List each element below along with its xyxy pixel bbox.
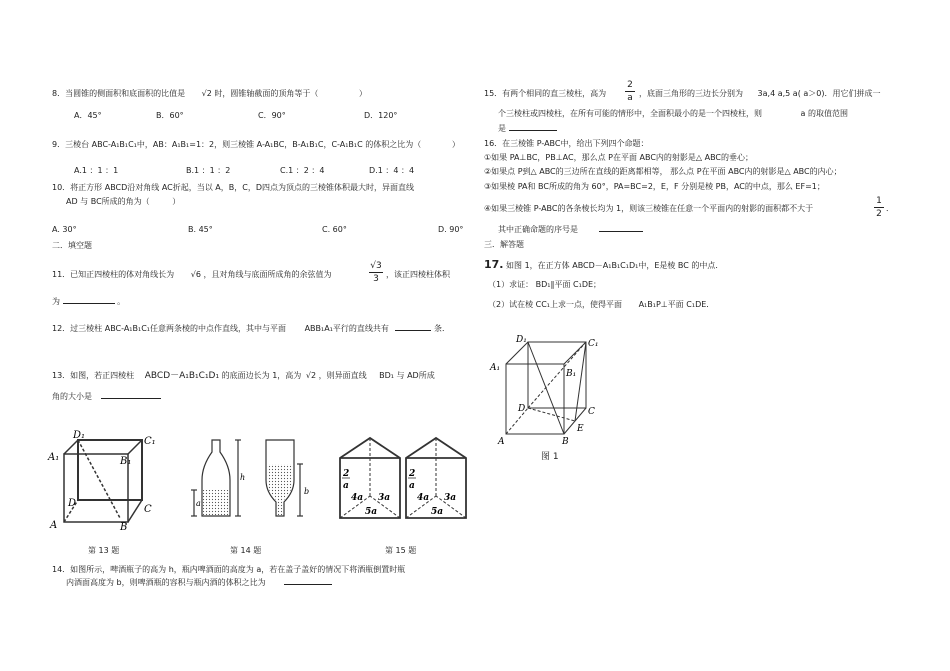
fig13-label-a: A <box>50 520 58 531</box>
q8-text-a: 8．当圆锥的侧面积和底面积的比值是 <box>52 89 186 98</box>
q16-proposition-2: ②如果点 P到△ ABC的三边所在直线的距离都相等， 那么点 P在平面 ABC内的射影是△ ABC的内心； <box>484 167 842 176</box>
q11-text-c: ，该正四棱柱体积 <box>386 270 450 279</box>
q13-sqrt: √2 <box>305 371 317 380</box>
q8-option-a: A．45° <box>74 111 102 120</box>
fig1-label-a: A <box>498 437 505 447</box>
fig1-label-a1: A₁ <box>490 363 501 373</box>
q13-text-c: ，则异面直线 <box>318 371 367 380</box>
q8-option-c: C．90° <box>258 111 286 120</box>
q10-option-d: D. 90° <box>438 225 464 234</box>
q17-sub2 <box>488 300 714 310</box>
q13-stem <box>52 371 435 381</box>
q16-p4-end: ． <box>886 204 894 213</box>
q15-text-b: ，底面三角形的三边长分别为 <box>639 89 743 98</box>
q11-line2 <box>52 297 125 307</box>
q12-end: 条． <box>434 324 450 333</box>
figure-13-prism <box>48 430 158 533</box>
q17-stem <box>484 260 723 271</box>
q16-proposition-3: ③如果棱 PA和 BC所成的角为 60°，PA=BC=2，E，F 分别是棱 PB，AC的中点，那么 EF=1； <box>484 182 825 191</box>
q9-option-d: D.1 ：4 ：4 <box>369 166 415 175</box>
q13-answer-blank[interactable] <box>101 398 161 399</box>
fig13-label-c1: C₁ <box>144 436 156 447</box>
q10-line2 <box>66 197 180 207</box>
fig1-label-e: E <box>577 424 584 434</box>
q9-close: ） <box>451 140 460 149</box>
fig15-right-side-4a: 4a <box>417 493 430 503</box>
q15-answer-blank[interactable] <box>509 130 557 131</box>
q13-text-b: 的底面边长为 1，高为 <box>221 371 302 380</box>
q16-p4-frac-den: 2 <box>876 209 882 219</box>
q10-option-c: C. 60° <box>322 225 347 234</box>
fig14-label-a: a <box>196 499 201 508</box>
q16-answer-line <box>498 225 643 235</box>
q11-end: 。 <box>117 297 126 306</box>
fig15-left-height-den: a <box>343 481 349 491</box>
figure-1-caption: 图 1 <box>541 452 559 462</box>
q15-line2 <box>498 109 848 119</box>
q15-text-a: 15．有两个相同的直三棱柱，高为 <box>484 89 607 98</box>
q16-proposition-4: ④如果三棱锥 P-ABC的各条棱长均为 1，则该三棱锥在任意一个平面内的射影的面积都不大于 <box>484 204 814 213</box>
figure-15-caption: 第 15 题 <box>385 546 417 555</box>
fig15-right-height-den: a <box>409 481 415 491</box>
left-column <box>52 0 477 671</box>
q9-option-b: B.1 ：1 ：2 <box>186 166 231 175</box>
q15-line3 <box>498 124 557 134</box>
q11-answer-blank[interactable] <box>63 303 115 304</box>
q14-answer-blank[interactable] <box>284 584 332 585</box>
q13-text-d: BD₁ 与 AD所成 <box>379 371 435 380</box>
fig15-left-side-5a: 5a <box>365 507 378 517</box>
q11-text-b: ，且对角线与底面所成角的余弦值为 <box>203 270 332 279</box>
q11-line2-text: 为 <box>52 297 60 306</box>
fig14-label-b: b <box>304 487 310 496</box>
q17-sub2-text-b: A₁B₁P⊥平面 C₁DE． <box>638 300 715 309</box>
q11-frac-den: 3 <box>373 274 379 284</box>
q16-proposition-1: ①如果 PA⊥BC，PB⊥AC，那么点 P在平面 ABC内的射影是△ ABC的垂心； <box>484 153 754 162</box>
q11-text-a: 11．已知正四棱柱的体对角线长为 <box>52 270 175 279</box>
fig13-label-c: C <box>144 504 152 515</box>
q9-option-a: A.1 ：1 ：1 <box>74 166 119 175</box>
figure-14-bottles <box>190 438 320 528</box>
fig13-label-b1: B₁ <box>120 456 132 467</box>
q13-prism: ABCD－A₁B₁C₁D₁ <box>144 371 220 381</box>
fig1-label-d1: D₁ <box>516 335 527 345</box>
section-fill-in-heading: 二．填空题 <box>52 241 92 250</box>
q12-text: 12．过三棱柱 ABC-A₁B₁C₁任意两条棱的中点作直线，其中与平面 <box>52 324 287 333</box>
q9-stem <box>52 140 460 150</box>
q17-sub2-text-a: （2）试在棱 CC₁上求一点，使得平面 <box>488 300 623 309</box>
q11-stem <box>52 270 331 280</box>
fig1-label-c1: C₁ <box>588 339 599 349</box>
q10-option-b: B. 45° <box>188 225 213 234</box>
q11-fraction <box>369 261 383 284</box>
q15-frac-den: a <box>627 93 633 103</box>
q10-close: ） <box>172 197 181 206</box>
fig15-left-side-4a: 4a <box>351 493 364 503</box>
q10-option-a: A. 30° <box>52 225 77 234</box>
q10-line1: 10．将正方形 ABCD沿对角线 AC折起，当以 A，B，C，D四点为顶点的三棱锥体积最大时，异面直线 <box>52 183 414 192</box>
q8-sqrt: √2 <box>201 89 212 98</box>
q8-option-d: D．120° <box>364 111 398 120</box>
q13-line2 <box>52 392 161 402</box>
fig1-label-d: D <box>518 404 526 414</box>
q12-plane: ABB₁A₁平行的直线共有 <box>304 324 389 333</box>
q16-p4-frac-num: 1 <box>876 196 882 206</box>
q16-p4-fraction <box>874 196 884 219</box>
q13-line2-text: 角的大小是 <box>52 392 92 401</box>
section-solutions-heading: 三．解答题 <box>484 240 524 249</box>
figure-1-cube <box>488 334 598 446</box>
fig13-label-a1: A₁ <box>48 452 60 463</box>
q17-number: 17. <box>484 258 504 271</box>
q14-line1: 14．如图所示，啤酒瓶子的高为 h，瓶内啤酒面的高度为 a，若在盖子盖好的情况下将酒瓶倒置时瓶 <box>52 565 406 574</box>
q16-answer-text: 其中正确命题的序号是 <box>498 225 578 234</box>
fig13-label-d1: D₁ <box>73 430 86 441</box>
q15-frac-num: 2 <box>627 80 633 90</box>
fig15-right-side-3a: 3a <box>444 493 457 503</box>
fig15-left-side-3a: 3a <box>378 493 391 503</box>
q15-fraction <box>625 80 635 103</box>
q15-line2b: a 的取值范围 <box>800 109 848 118</box>
q11-frac-num: √3 <box>370 261 382 271</box>
q17-text: 如图 1，在正方体 ABCD－A₁B₁C₁D₁中，E是棱 BC 的中点． <box>506 261 724 270</box>
q15-line2-text: 个三棱柱或四棱柱，在所有可能的情形中，全面积最小的是一个四棱柱，则 <box>498 109 762 118</box>
fig1-label-b1: B₁ <box>566 369 577 379</box>
q16-answer-blank[interactable] <box>599 231 643 232</box>
q17-sub1: （1）求证： BD₁∥平面 C₁DE； <box>488 280 602 289</box>
q11-sqrt: √6 <box>190 270 201 279</box>
q15-stem <box>484 89 606 99</box>
figure-13-caption: 第 13 题 <box>88 546 120 555</box>
q12-answer-blank[interactable] <box>395 330 431 331</box>
q14-line2-text: 内酒面高度为 b，则啤酒瓶的容积与瓶内酒的体积之比为 <box>66 578 266 587</box>
q8-text-b: 时，圆锥轴截面的顶角等于（ <box>214 89 319 98</box>
q8-close: ） <box>358 89 367 98</box>
fig15-left-height-num: 2 <box>343 469 350 479</box>
q8-option-b: B．60° <box>156 111 184 120</box>
q16-intro: 16．在三棱锥 P-ABC中，给出下列四个命题： <box>484 139 649 148</box>
q14-line2 <box>66 578 332 588</box>
q12-stem <box>52 324 450 334</box>
figure-14-caption: 第 14 题 <box>230 546 262 555</box>
fig15-right-height-num: 2 <box>409 469 416 479</box>
q15-line3-text: 是 <box>498 124 506 133</box>
fig13-label-b: B <box>120 522 128 533</box>
fig1-label-c: C <box>588 407 595 417</box>
q9-option-c: C.1 ：2 ：4 <box>280 166 325 175</box>
fig15-right-side-5a: 5a <box>431 507 444 517</box>
q13-text-a: 13．如图，若正四棱柱 <box>52 371 135 380</box>
q10-line2-text: AD 与 BC所成的角为（ <box>66 197 150 206</box>
figure-15-prisms <box>338 436 478 520</box>
q9-text: 9．三棱台 ABC-A₁B₁C₁中，AB：A₁B₁=1：2，则三棱锥 A-A₁BC，B-A₁B₁C，C-A₁B₁C 的体积之比为（ <box>52 140 422 149</box>
fig14-label-h: h <box>240 473 246 482</box>
fig1-label-b: B <box>562 437 569 447</box>
q8-stem <box>52 89 367 99</box>
fig13-label-d: D <box>68 498 77 509</box>
q15-text-b-wrap <box>639 89 880 99</box>
q15-sides: 3a,4 a,5 a( a＞0)．用它们拼成一 <box>757 89 881 98</box>
